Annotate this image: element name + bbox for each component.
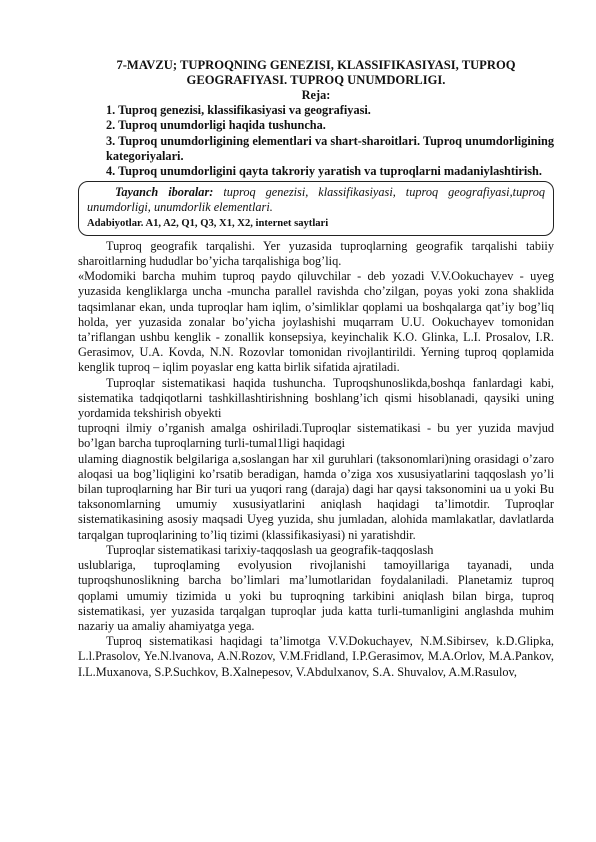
paragraph: Tuproqlar sistematikasi tarixiy-taqqoslash ua geografik-taqqoslash xyxy=(106,542,434,557)
paragraph: tuproqni ilmiy o’rganish amalga oshiriladi.Tuproqlar sistematikasi - bu yer yuzida mavjud bo’lgan barcha tuproqlarning turli-tumal1ligi haqidagi xyxy=(78,421,554,451)
plan-item: 1. Tuproq genezisi, klassifikasiyasi va geografiyasi. xyxy=(106,103,371,118)
literature-line: Adabiyotlar. A1, A2, Q1, Q3, X1, X2, internet saytlari xyxy=(87,217,329,229)
keywords-box xyxy=(78,181,554,236)
document-page xyxy=(78,58,554,680)
page-title: 7-MAVZU; TUPROQNING GENEZISI, KLASSIFIKASIYASI, TUPROQ GEOGRAFIYASI. TUPROQ UNUMDORLIGI. xyxy=(116,58,516,87)
plan-item: 3. Tuproq unumdorligining elementlari va shart-sharoitlari. Tuproq unumdorligining kategoriyalari. xyxy=(106,133,554,163)
keywords-label: Tayanch iboralar: xyxy=(115,185,214,200)
plan-item: 4. Tuproq unumdorligini qayta takroriy yaratish va tuproqlarni madaniylashtirish. xyxy=(106,164,542,179)
paragraph: Tuproq geografik tarqalishi. Yer yuzasida tuproqlarning geografik tarqalishi tabiiy sharoitlarning hududlar bo’yicha tarqalishiga bog’liq. xyxy=(78,238,554,269)
paragraph: «Modomiki barcha muhim tuproq paydo qiluvchilar - deb yozadi V.V.Ookuchayev - uyeg yuzasida kengliklarga uncha -muncha parallel ravishda cho’zilgan, poyas yoki zona shaklida taqsimlanar ekan, unda tuproqlar ham iqlim, o’simliklar qoplami ua boshqalarga qat’iy bog’liq holda, yer yuzasida zonalar bo’yicha joylashishi muqarram U.U. Ookuchayev tomonidan ta’riflangan ushbu kenglik - zonallik konsepsiya, keyinchalik K.O. Glinka, L.I. Prosalov, I.R. Gerasimov, U.A. Kovda, N.N. Rozovlar tomonidan rivojlantirildi. Yerning tuproq qoplamida kenglik tuproq – iqlim poyaslar eng katta birlik sifatida ajratiladi. xyxy=(78,269,554,375)
plan-list xyxy=(78,103,554,179)
plan-item: 2. Tuproq unumdorligi haqida tushuncha. xyxy=(106,118,326,133)
paragraph: Tuproqlar sistematikasi haqida tushuncha. Tuproqshunoslikda,boshqa fanlardagi kabi, sistematika tadqiqotlarni tashkillashtirishning boshlang’ich qismi hisoblanadi, qaysiki uning yordamida tekshirish obyekti xyxy=(78,375,554,421)
paragraph: ulaming diagnostik belgilariga a,soslangan har xil guruhlari (taksonomlari)ning orasidagi o’zaro aloqasi ua bog’liqligini ko’rsatib beradigan, hamda o’ziga xos xususiyatlarini taqqoslash yo’li bilan tuproqlarning har Bir turi ua yuqori rang (daraja) dagi har qaysi taksonomini ua u yoki Bu taksonomlarning umumiy xususiyatlarini aniqlash haqidagi ta’limotdir. Tuproqlar sistematikasining asosiy maqsadi Uyeg yuzida, shu jumladan, alohida mamlakatlar, davlatlarda tarqalgan tuproqlarining to’liq tizimi (klassifikasiyasi) ni yaratishdir. xyxy=(78,451,554,542)
paragraph: uslublariga, tuproqlaming evolyusion rivojlanishi tamoyillariga tayanadi, unda tuproqshunoslikning barcha bo’limlari ma’lumotlaridan foydalaniladi. Planetamiz tuproq qoplami umumiy tizimida u yoki bu tuproqning tarkibini aniqlash bilan birga, tuproq sistematikasi, yer yuzasida tarqalgan tuproqlar juda katta turli-tumanligini anglashda muhim nazariy ua amaliy ahamiyatga yega. xyxy=(78,558,554,633)
paragraph: Tuproq sistematikasi haqidagi ta’limotga V.V.Dokuchayev, N.M.Sibirsev, k.D.Glipka, L.l.Prasolov, Ye.N.lvanova, A.N.Rozov, V.M.Fridland, I.P.Gerasimov, M.A.Orlov, M.A.Pankov, I.L.Muxanova, S.P.Suchkov, B.Xalnepesov, V.Abdulxanov, S.A. Shuvalov, A.M.Rasulov, xyxy=(78,634,554,679)
keywords-line xyxy=(87,185,545,215)
plan-heading: Reja: xyxy=(301,88,331,102)
keywords-text: tuproq genezisi, klassifikasiyasi, tuproq geografiyasi,tuproq unumdorligi, unumdorlik elementlari. xyxy=(87,185,545,215)
